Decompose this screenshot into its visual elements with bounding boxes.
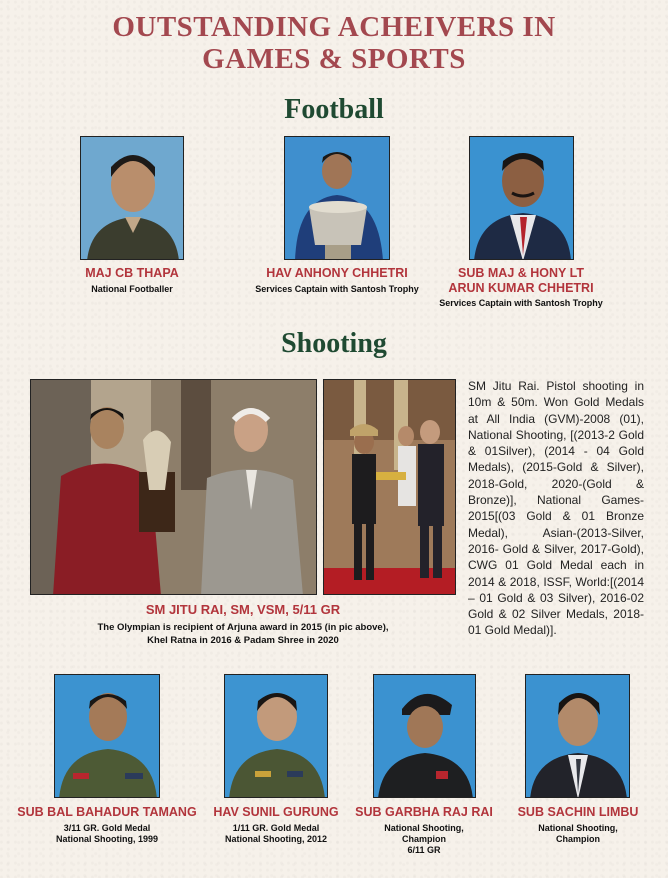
person-description-line-2: National Shooting, 2012 [224, 834, 327, 844]
person-name: HAV ANHONY CHHETRI [266, 266, 408, 280]
person-name: SUB GARBHA RAJ RAI [355, 805, 493, 819]
person-description-line-1: 3/11 GR. Gold Medal [63, 823, 151, 833]
portrait-figure [55, 675, 160, 798]
portrait-anhony-chhetri [284, 136, 390, 260]
person-description-line-2: National Shooting, 1999 [55, 834, 158, 844]
person-name-line-2: ARUN KUMAR CHHETRI [448, 281, 594, 295]
portrait-cb-thapa [80, 136, 184, 260]
portrait-figure [526, 675, 630, 798]
shooting-heading: Shooting [281, 328, 387, 359]
person-name: HAV SUNIL GURUNG [213, 805, 339, 819]
portrait-sunil-gurung [224, 674, 328, 798]
person-description: National Footballer [91, 284, 173, 294]
ceremony-scene [324, 380, 456, 595]
portrait-garbha-raj-rai [373, 674, 476, 798]
person-description-line-1: National Shooting, [384, 823, 464, 833]
page-title-line-1: OUTSTANDING ACHEIVERS IN [112, 11, 556, 43]
person-name-line-1: SUB MAJ & HONY LT [458, 266, 584, 280]
person-description: Services Captain with Santosh Trophy [439, 298, 603, 308]
portrait-sachin-limbu [525, 674, 630, 798]
feature-caption-line-2: Khel Ratna in 2016 & Padam Shree in 2020 [147, 635, 339, 646]
portrait-arun-kumar-chhetri [469, 136, 574, 260]
person-description-line-3: 6/11 GR [407, 845, 441, 855]
page-title-line-2: GAMES & SPORTS [202, 43, 466, 75]
medal-ceremony-photo [323, 379, 456, 595]
person-description-line-2: Champion [402, 834, 446, 844]
portrait-figure [225, 675, 328, 798]
person-name: SUB BAL BAHADUR TAMANG [17, 805, 197, 819]
person-description: Services Captain with Santosh Trophy [255, 284, 419, 294]
feature-person-name: SM JITU RAI, SM, VSM, 5/11 GR [145, 602, 341, 617]
award-ceremony-photo [30, 379, 317, 595]
person-description-line-1: 1/11 GR. Gold Medal [232, 823, 320, 833]
person-description-line-2: Champion [556, 834, 600, 844]
feature-caption-line-1: The Olympian is recipient of Arjuna award in 2015 (in pic above), [97, 622, 389, 633]
person-name: MAJ CB THAPA [85, 266, 179, 280]
feature-bio-text: SM Jitu Rai. Pistol shooting in 10m & 50m. Won Gold Medals at All India (GVM)-2008 (01), National Shooting, [(2013-2 Gold & 01Silver), (2014 - 04 Gold Medals), (2015-Gold & Silver), 2018-Gold, 2020-(Gold & Bronze)], National Games- 2015[(03 Gold & 01 Bronze Medal), Asian-(2013-Silver, 2016- Gold & Silver, 2017-Gold), CWG 01 Gold Medal each in 2014 & 2018, ISSF, World:[(2014 – 01 Gold & 03 Silver), 2016-02 Gold & 02 Silver Medals, 2018- 01 Gold Medal)]. [468, 379, 644, 638]
person-name: SUB SACHIN LIMBU [517, 805, 639, 819]
portrait-figure [285, 137, 390, 260]
portrait-figure [470, 137, 574, 260]
person-description-line-1: National Shooting, [538, 823, 618, 833]
ceremony-scene [31, 380, 317, 595]
portrait-bal-bahadur-tamang [54, 674, 160, 798]
portrait-figure [374, 675, 476, 798]
portrait-figure [81, 137, 184, 260]
football-heading: Football [284, 94, 384, 125]
